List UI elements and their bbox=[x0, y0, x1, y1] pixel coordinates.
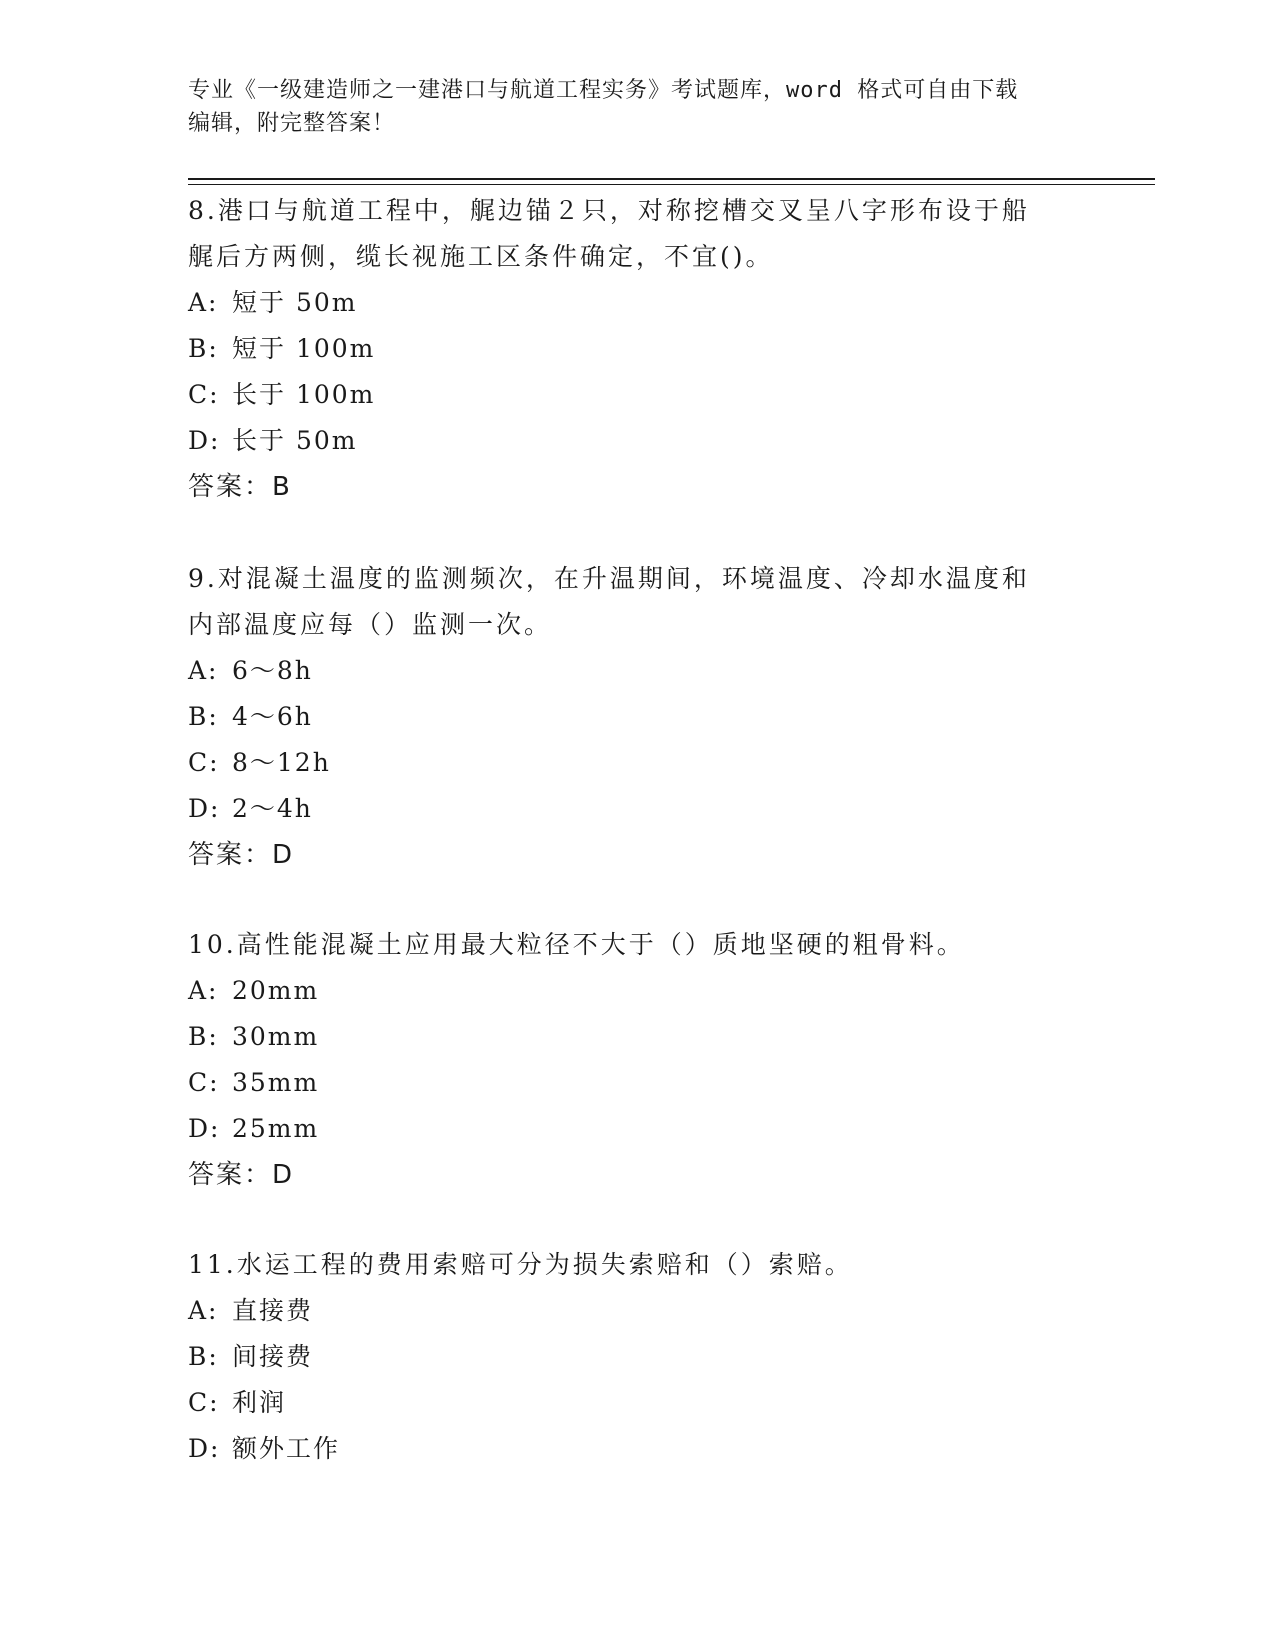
option-letter: C: bbox=[188, 1068, 220, 1097]
option-text: 4～6h bbox=[232, 702, 313, 731]
option-text: 短于 100m bbox=[232, 334, 376, 363]
option-letter: D: bbox=[188, 1114, 221, 1143]
option-text: 长于 100m bbox=[232, 380, 376, 409]
option-letter: D: bbox=[188, 426, 221, 455]
option-letter: A: bbox=[188, 288, 219, 317]
option-text: 长于 50m bbox=[232, 426, 358, 455]
option-text: 25mm bbox=[232, 1114, 320, 1143]
question-stem-line: 内部温度应每（）监测一次。 bbox=[188, 610, 553, 639]
question-stem-line: 10.高性能混凝土应用最大粒径不大于（）质地坚硬的粗骨料。 bbox=[188, 930, 965, 959]
option-b bbox=[188, 1334, 1088, 1380]
document-header bbox=[188, 74, 1068, 140]
option-text: 8～12h bbox=[232, 748, 331, 777]
header-line-1: 专业《一级建造师之一建港口与航道工程实务》考试题库，word 格式可自由下载 bbox=[188, 78, 1019, 103]
header-line-2: 编辑，附完整答案！ bbox=[188, 111, 396, 136]
option-b bbox=[188, 694, 1088, 740]
question-stem-line: 艉后方两侧，缆长视施工区条件确定，不宜()。 bbox=[188, 242, 774, 271]
option-letter: C: bbox=[188, 380, 220, 409]
question-9 bbox=[188, 556, 1088, 878]
option-text: 额外工作 bbox=[232, 1434, 341, 1463]
answer-line: 答案：D bbox=[188, 1160, 295, 1190]
question-8 bbox=[188, 188, 1088, 510]
option-letter: B: bbox=[188, 1022, 219, 1051]
option-text: 利润 bbox=[232, 1388, 287, 1417]
option-a bbox=[188, 280, 1088, 326]
option-letter: A: bbox=[188, 976, 219, 1005]
header-divider-bottom bbox=[188, 184, 1155, 185]
option-c bbox=[188, 740, 1088, 786]
question-stem-line: 11.水运工程的费用索赔可分为损失索赔和（）索赔。 bbox=[188, 1250, 853, 1279]
option-a bbox=[188, 968, 1088, 1014]
option-letter: D: bbox=[188, 794, 221, 823]
option-b bbox=[188, 326, 1088, 372]
option-b bbox=[188, 1014, 1088, 1060]
option-text: 6～8h bbox=[232, 656, 313, 685]
answer-line: 答案：D bbox=[188, 840, 295, 870]
answer-line: 答案：B bbox=[188, 472, 292, 502]
option-a bbox=[188, 648, 1088, 694]
option-text: 30mm bbox=[232, 1022, 320, 1051]
option-text: 短于 50m bbox=[232, 288, 358, 317]
option-text: 35mm bbox=[232, 1068, 320, 1097]
option-letter: D: bbox=[188, 1434, 221, 1463]
option-d bbox=[188, 418, 1088, 464]
option-a bbox=[188, 1288, 1088, 1334]
option-text: 20mm bbox=[232, 976, 320, 1005]
option-letter: B: bbox=[188, 702, 219, 731]
option-d bbox=[188, 1106, 1088, 1152]
option-letter: C: bbox=[188, 1388, 220, 1417]
option-c bbox=[188, 372, 1088, 418]
question-stem-line: 8.港口与航道工程中，艉边锚２只，对称挖槽交叉呈八字形布设于船 bbox=[188, 196, 1030, 225]
question-stem-line: 9.对混凝土温度的监测频次，在升温期间，环境温度、冷却水温度和 bbox=[188, 564, 1030, 593]
option-d bbox=[188, 786, 1088, 832]
option-letter: B: bbox=[188, 1342, 219, 1371]
option-letter: A: bbox=[188, 656, 219, 685]
option-d bbox=[188, 1426, 1088, 1472]
option-letter: C: bbox=[188, 748, 220, 777]
option-text: 直接费 bbox=[232, 1296, 314, 1325]
option-letter: A: bbox=[188, 1296, 219, 1325]
option-c bbox=[188, 1060, 1088, 1106]
option-text: 间接费 bbox=[232, 1342, 314, 1371]
header-divider-top bbox=[188, 178, 1155, 180]
question-10 bbox=[188, 922, 1088, 1198]
option-letter: B: bbox=[188, 334, 219, 363]
option-text: 2～4h bbox=[232, 794, 313, 823]
option-c bbox=[188, 1380, 1088, 1426]
question-11 bbox=[188, 1242, 1088, 1472]
